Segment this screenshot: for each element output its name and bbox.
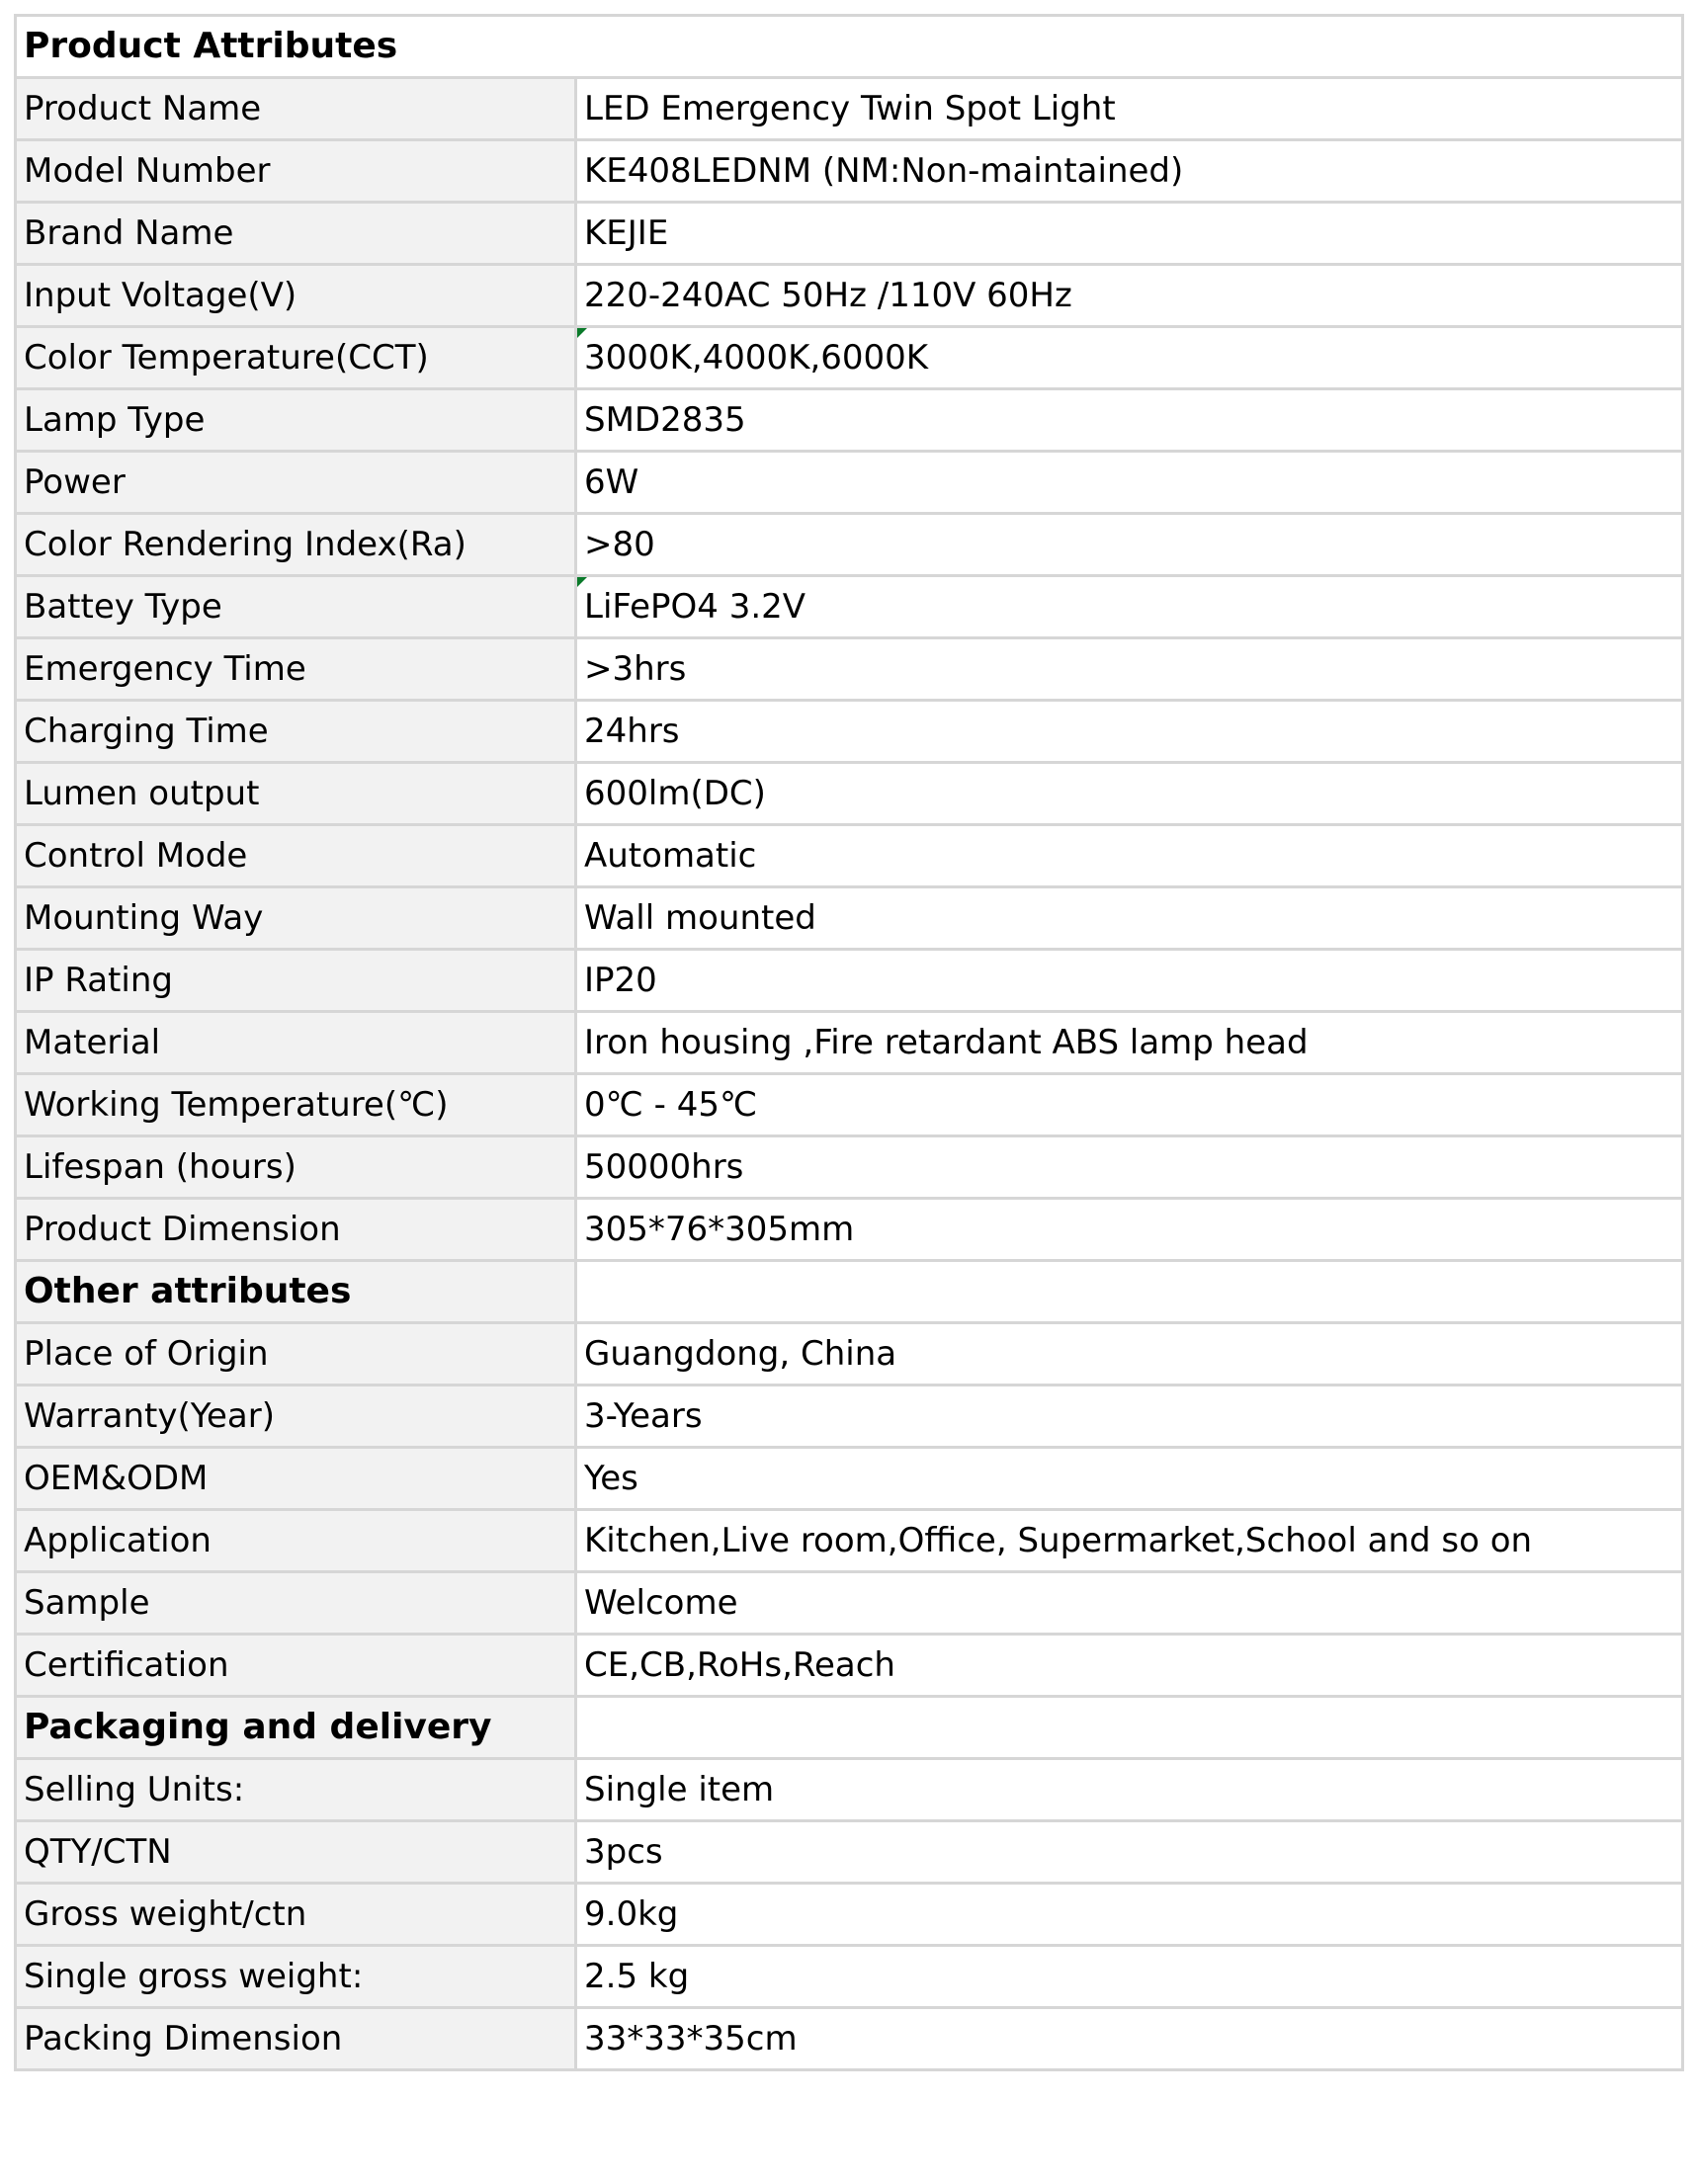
attribute-value: Welcome: [576, 1572, 1683, 1635]
table-row: [16, 265, 1683, 327]
table-row: [16, 1635, 1683, 1697]
table-row: [16, 1510, 1683, 1572]
spec-table: [14, 14, 1684, 2071]
attribute-value: Wall mounted: [576, 887, 1683, 950]
table-row: [16, 1572, 1683, 1635]
attribute-value: 6W: [576, 452, 1683, 514]
table-row: [16, 1386, 1683, 1448]
attribute-value: KE408LEDNM (NM:Non-maintained): [576, 140, 1683, 203]
attribute-value: 3000K,4000K,6000K: [576, 327, 1683, 389]
table-row: [16, 1946, 1683, 2008]
section-header-other-attributes: [16, 1261, 1683, 1323]
attribute-label: Application: [16, 1510, 576, 1572]
table-row: [16, 140, 1683, 203]
attribute-label: Model Number: [16, 140, 576, 203]
table-row: [16, 203, 1683, 265]
attribute-label: Charging Time: [16, 701, 576, 763]
attribute-label: Single gross weight:: [16, 1946, 576, 2008]
attribute-label: Sample: [16, 1572, 576, 1635]
attribute-value: Automatic: [576, 825, 1683, 887]
attribute-value: Iron housing ,Fire retardant ABS lamp head: [576, 1012, 1683, 1074]
attribute-value: LiFePO4 3.2V: [576, 576, 1683, 638]
attribute-label: Mounting Way: [16, 887, 576, 950]
table-row: [16, 1199, 1683, 1261]
attribute-label: Emergency Time: [16, 638, 576, 701]
table-row: [16, 1759, 1683, 1821]
table-row: [16, 389, 1683, 452]
attribute-label: Battey Type: [16, 576, 576, 638]
attribute-value: >3hrs: [576, 638, 1683, 701]
attribute-value: 2.5 kg: [576, 1946, 1683, 2008]
attribute-value: 600lm(DC): [576, 763, 1683, 825]
attribute-label: Selling Units:: [16, 1759, 576, 1821]
attribute-value: Single item: [576, 1759, 1683, 1821]
section-header-packaging-delivery: [16, 1697, 1683, 1759]
table-row: [16, 1884, 1683, 1946]
empty-cell: [576, 1697, 1683, 1759]
attribute-label: Lifespan (hours): [16, 1136, 576, 1199]
attribute-value: 0℃ - 45℃: [576, 1074, 1683, 1136]
attribute-value: KEJIE: [576, 203, 1683, 265]
attribute-label: Working Temperature(℃): [16, 1074, 576, 1136]
table-row: [16, 1323, 1683, 1386]
attribute-value: SMD2835: [576, 389, 1683, 452]
table-row: [16, 638, 1683, 701]
attribute-label: Product Name: [16, 78, 576, 140]
attribute-label: Input Voltage(V): [16, 265, 576, 327]
section-title: Packaging and delivery: [16, 1697, 576, 1759]
table-row: [16, 452, 1683, 514]
table-row: [16, 78, 1683, 140]
section-title: Other attributes: [16, 1261, 576, 1323]
attribute-label: Brand Name: [16, 203, 576, 265]
table-row: [16, 327, 1683, 389]
attribute-value: 50000hrs: [576, 1136, 1683, 1199]
table-row: [16, 1074, 1683, 1136]
attribute-value: >80: [576, 514, 1683, 576]
attribute-value: 220-240AC 50Hz /110V 60Hz: [576, 265, 1683, 327]
table-row: [16, 1821, 1683, 1884]
section-header-product-attributes: [16, 16, 1683, 78]
table-row: [16, 1012, 1683, 1074]
table-row: [16, 763, 1683, 825]
section-title: Product Attributes: [16, 16, 1683, 78]
table-row: [16, 950, 1683, 1012]
attribute-value: 9.0kg: [576, 1884, 1683, 1946]
attribute-value: Kitchen,Live room,Office, Supermarket,School and so on: [576, 1510, 1683, 1572]
attribute-label: Lumen output: [16, 763, 576, 825]
attribute-label: IP Rating: [16, 950, 576, 1012]
attribute-label: Lamp Type: [16, 389, 576, 452]
attribute-value: LED Emergency Twin Spot Light: [576, 78, 1683, 140]
attribute-label: Certification: [16, 1635, 576, 1697]
attribute-value: Guangdong, China: [576, 1323, 1683, 1386]
attribute-label: Control Mode: [16, 825, 576, 887]
attribute-label: Packing Dimension: [16, 2008, 576, 2070]
attribute-value: IP20: [576, 950, 1683, 1012]
attribute-label: Gross weight/ctn: [16, 1884, 576, 1946]
table-row: [16, 887, 1683, 950]
attribute-label: Color Rendering Index(Ra): [16, 514, 576, 576]
attribute-value: Yes: [576, 1448, 1683, 1510]
attribute-value: 3-Years: [576, 1386, 1683, 1448]
attribute-label: Power: [16, 452, 576, 514]
attribute-value: 305*76*305mm: [576, 1199, 1683, 1261]
table-row: [16, 825, 1683, 887]
attribute-label: Warranty(Year): [16, 1386, 576, 1448]
attribute-value: 33*33*35cm: [576, 2008, 1683, 2070]
table-row: [16, 1448, 1683, 1510]
attribute-label: Material: [16, 1012, 576, 1074]
attribute-label: OEM&ODM: [16, 1448, 576, 1510]
attribute-label: Color Temperature(CCT): [16, 327, 576, 389]
table-row: [16, 2008, 1683, 2070]
table-row: [16, 576, 1683, 638]
attribute-label: Place of Origin: [16, 1323, 576, 1386]
attribute-value: CE,CB,RoHs,Reach: [576, 1635, 1683, 1697]
table-row: [16, 514, 1683, 576]
table-row: [16, 1136, 1683, 1199]
table-row: [16, 701, 1683, 763]
attribute-value: 24hrs: [576, 701, 1683, 763]
attribute-label: QTY/CTN: [16, 1821, 576, 1884]
attribute-value: 3pcs: [576, 1821, 1683, 1884]
attribute-label: Product Dimension: [16, 1199, 576, 1261]
empty-cell: [576, 1261, 1683, 1323]
